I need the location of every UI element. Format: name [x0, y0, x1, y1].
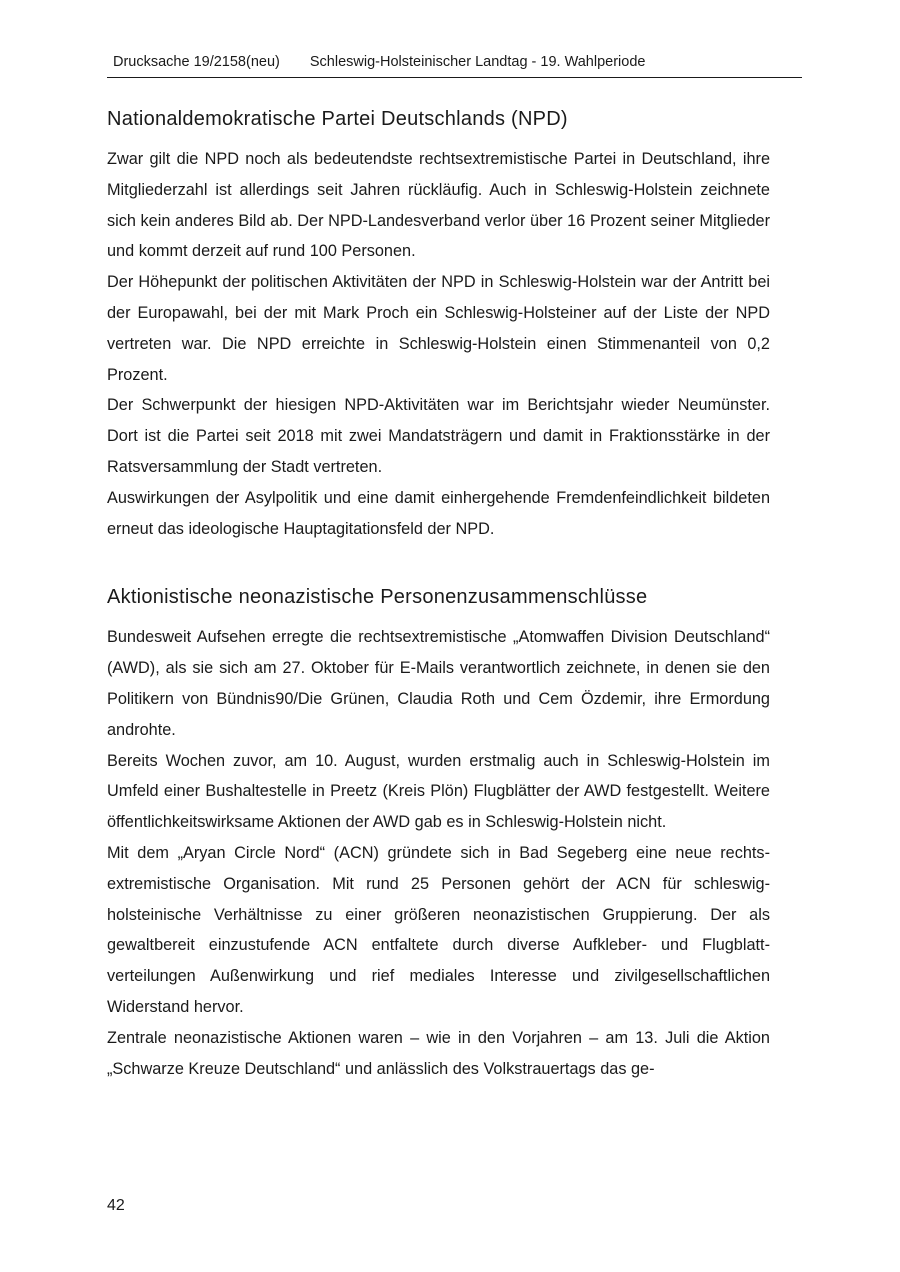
paragraph: Der Höhepunkt der politischen Aktivitäten der NPD in Schleswig-Holstein war der Antritt bei der Europawahl, bei der mit Mark Proch ein Schleswig-Holsteiner auf der Liste der NPD vertreten war. Die NPD erreichte in Schleswig-Holstein einen Stimmenanteil von 0,2 Prozent.: [107, 273, 770, 384]
section-heading-neonazi-groups: Aktionistische neonazistische Personenzusammenschlüsse: [107, 586, 648, 609]
page-number: 42: [107, 1197, 125, 1214]
paragraph: Bereits Wochen zuvor, am 10. August, wurden erstmalig auch in Schleswig-Holstein im Umfeld einer Bushaltestelle in Preetz (Kreis Plön) Flugblätter der AWD festgestellt. Weitere öffentlichkeitswirksame Aktionen der AWD gab es in Schleswig-Holstein nicht.: [107, 751, 770, 832]
paragraph: Mit dem „Aryan Circle Nord“ (ACN) gründete sich in Bad Segeberg eine neue rechtsextremistische Organisation. Mit rund 25 Personen gehört der ACN für schleswigholsteinische Verhältnisse zu einer größeren neonazistischen Gruppierung. Der als gewaltbereit einzustufende ACN entfaltete durch diverse Aufkleber- und Flugblattverteilungen Außenwirkung und rief mediales Interesse und zivilgesellschaftlichen Widerstand hervor.: [107, 843, 770, 1016]
page-header: [107, 52, 802, 78]
paragraph: Der Schwerpunkt der hiesigen NPD-Aktivitäten war im Berichtsjahr wieder Neumünster. Dort ist die Partei seit 2018 mit zwei Mandatsträgern und damit in Fraktionsstärke in der Ratsversammlung der Stadt vertreten.: [107, 396, 770, 476]
paragraph: Zentrale neonazistische Aktionen waren – wie in den Vorjahren – am 13. Juli die Aktion „Schwarze Kreuze Deutschland“ und anlässlich des Volkstrauertags das ge-: [107, 1028, 770, 1078]
section-heading-npd: Nationaldemokratische Partei Deutschlands (NPD): [107, 108, 568, 130]
document-body: [107, 104, 770, 1084]
header-title: Schleswig-Holsteinischer Landtag - 19. Wahlperiode: [309, 54, 646, 70]
paragraph: Bundesweit Aufsehen erregte die rechtsextremistische „Atomwaffen Division Deutschland“ (AWD), als sie sich am 27. Oktober für E-Mails verantwortlich zeichnete, in denen sie den Politikern von Bündnis90/Die Grünen, Claudia Roth und Cem Özdemir, ihre Ermordung androhte.: [107, 628, 770, 739]
paragraph: Auswirkungen der Asylpolitik und eine damit einhergehende Fremdenfeindlichkeit bildeten erneut das ideologische Hauptagitationsfeld der NPD.: [107, 488, 770, 538]
paragraph: Zwar gilt die NPD noch als bedeutendste rechtsextremistische Partei in Deutschland, ihre Mitgliederzahl ist allerdings seit Jahren rückläufig. Auch in Schleswig-Holstein zeichnete sich kein anderes Bild ab. Der NPD-Landesverband verlor über 16 Prozent seiner Mitglieder und kommt derzeit auf rund 100 Personen.: [107, 150, 770, 261]
document-reference: Drucksache 19/2158(neu): [113, 54, 280, 70]
